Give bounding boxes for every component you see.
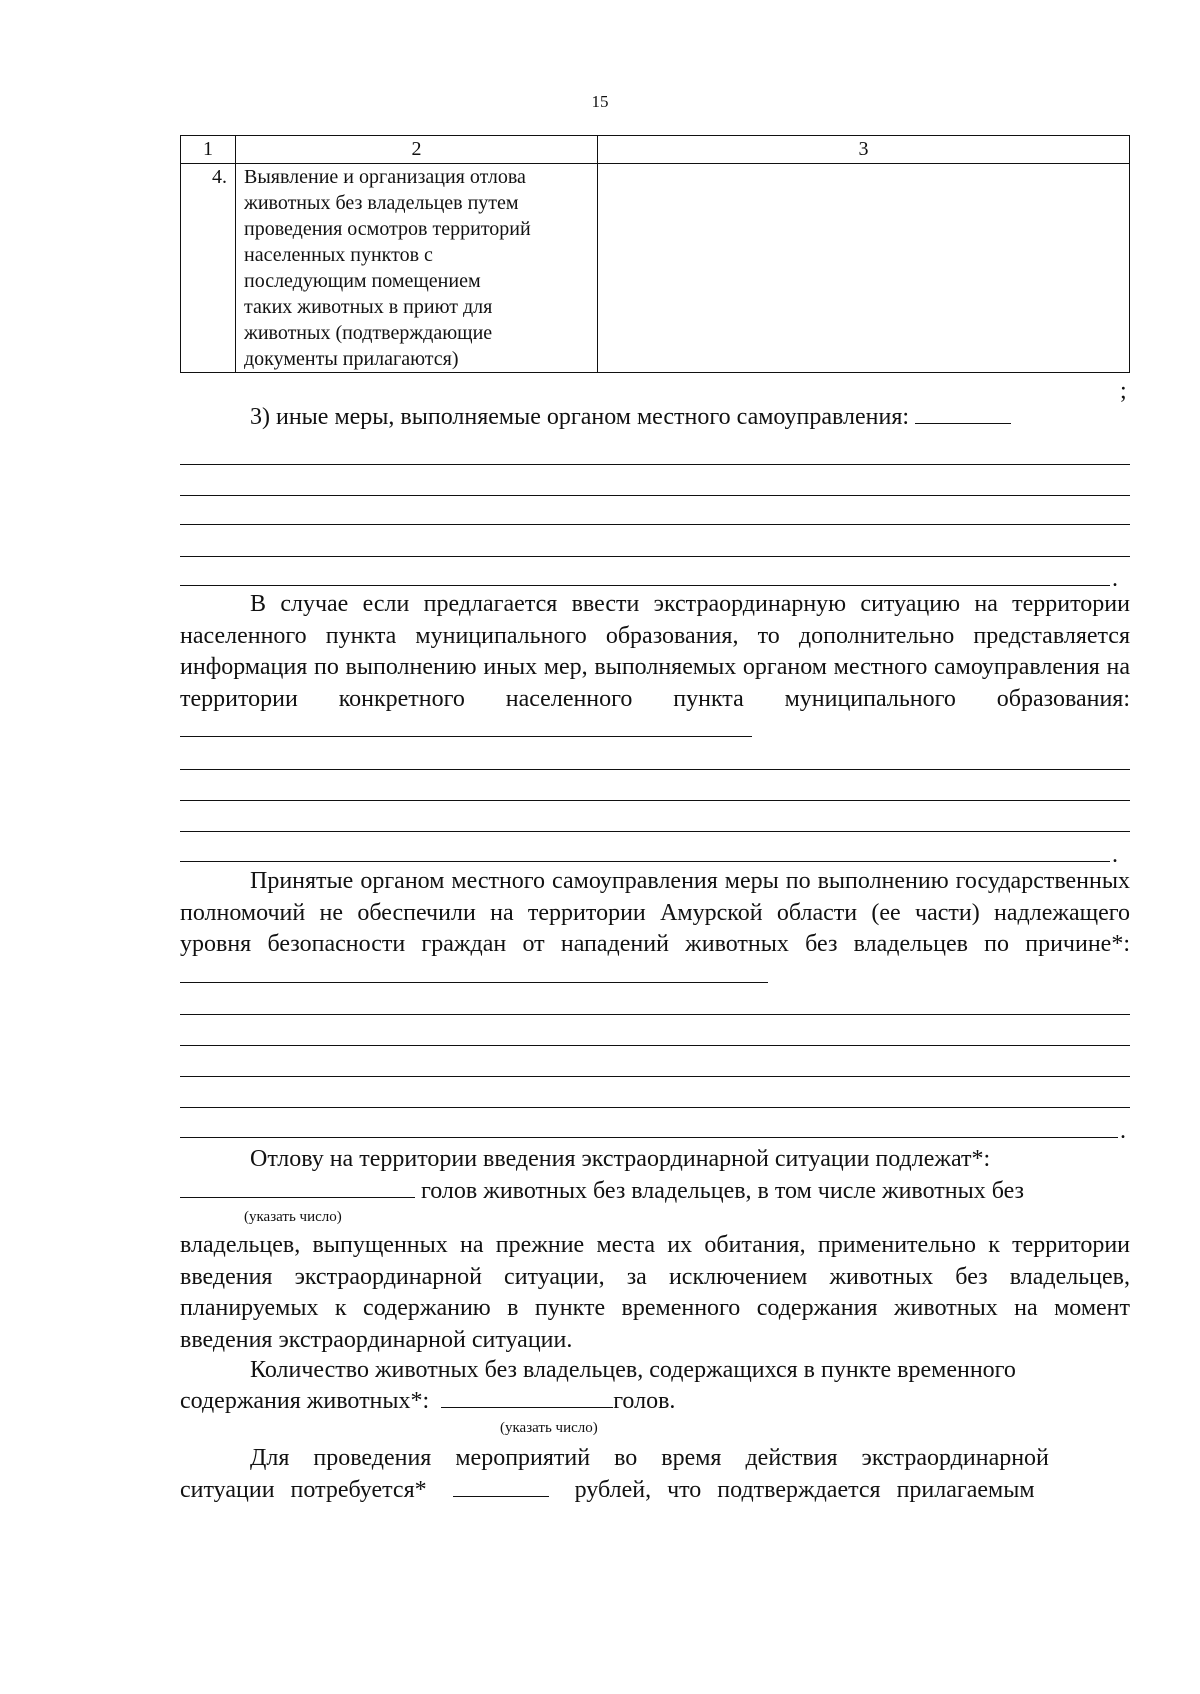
quantity-text-1: Количество животных без владельцев, содержащихся в пункте временного <box>250 1357 1016 1383</box>
measure-line: животных без владельцев путем <box>244 192 519 214</box>
measure-line: населенных пунктов с <box>244 244 433 266</box>
measure-line: документы прилагаются) <box>244 348 459 370</box>
section3-blank[interactable] <box>915 422 1011 424</box>
section3-text: 3) иные меры, выполняемые органом местного самоуправления: <box>250 404 910 430</box>
measure-line: таких животных в приют для <box>244 296 493 318</box>
funding-text-1: Для проведения мероприятий во время действия экстраординарной <box>250 1445 1049 1471</box>
section3-line-2[interactable] <box>180 495 1130 496</box>
quantity-prefix: содержания животных*: <box>180 1388 430 1414</box>
reasons-line-1[interactable] <box>180 1014 1130 1015</box>
reasons-line-2[interactable] <box>180 1045 1130 1046</box>
measure-description <box>236 164 598 373</box>
quantity-line-1 <box>180 1355 1130 1387</box>
extraordinary-blank[interactable] <box>180 735 752 737</box>
extraordinary-line-4[interactable] <box>180 861 1110 862</box>
catching-line-2 <box>180 1176 1130 1208</box>
funding-line-2 <box>180 1475 1130 1507</box>
funding-prefix: ситуации потребуется* <box>180 1477 427 1503</box>
extraordinary-paragraph <box>180 589 1130 747</box>
quantity-blank[interactable] <box>441 1406 613 1408</box>
page-number: 15 <box>591 92 609 111</box>
extraordinary-line-3[interactable] <box>180 831 1130 832</box>
section3-line-4[interactable] <box>180 556 1130 557</box>
extraordinary-end-dot: . <box>1112 842 1118 868</box>
funding-line-1 <box>180 1443 1130 1475</box>
reasons-blank[interactable] <box>180 981 768 983</box>
measure-line: последующим помещением <box>244 270 481 292</box>
quantity-line-2 <box>180 1386 1130 1418</box>
extraordinary-line-1[interactable] <box>180 769 1130 770</box>
measures-table <box>180 135 1130 373</box>
header-col-3: 3 <box>598 136 1130 164</box>
section3-line-1[interactable] <box>180 464 1130 465</box>
quantity-suffix: голов. <box>613 1388 676 1414</box>
measure-line: животных (подтверждающие <box>244 322 493 344</box>
extraordinary-text: В случае если предлагается ввести экстраординарную ситуацию на территории населенного пункта муниципального образования, то дополнительно представляется информация по выполнению иных мер, выполняемых органом местного самоуправления на территории конкретного населенного пункта муниципального образования: <box>180 591 1130 712</box>
funding-suffix: рублей, что подтверждается прилагаемым <box>574 1477 1035 1503</box>
reasons-line-5[interactable] <box>180 1137 1118 1138</box>
measure-value-cell[interactable] <box>598 164 1130 373</box>
section3-line-5[interactable] <box>180 585 1110 586</box>
header-col-1: 1 <box>181 136 236 164</box>
catching-text-2: голов животных без владельцев, в том числе животных без <box>421 1178 1025 1204</box>
reasons-paragraph <box>180 866 1130 992</box>
section3-paragraph <box>180 402 1130 434</box>
table-row <box>181 164 1130 373</box>
quantity-hint: (указать число) <box>500 1420 598 1436</box>
reasons-text: Принятые органом местного самоуправления меры по выполнению государственных полномочий не обеспечили на территории Амурской области (ее части) надлежащего уровня безопасности граждан от нападений животных без владельцев по причине*: <box>180 868 1130 957</box>
reasons-line-3[interactable] <box>180 1076 1130 1077</box>
table-end-mark: ; <box>1120 378 1127 404</box>
section3-end-dot: . <box>1112 566 1118 592</box>
extraordinary-line-2[interactable] <box>180 800 1130 801</box>
funding-amount-blank[interactable] <box>453 1495 549 1497</box>
table-header-row <box>181 136 1130 164</box>
catching-text-1: Отлову на территории введения экстраординарной ситуации подлежат*: <box>250 1146 991 1172</box>
catching-line-1 <box>180 1144 1130 1176</box>
catching-rest: владельцев, выпущенных на прежние места их обитания, применительно к территории введения экстраординарной ситуации, за исключением животных без владельцев, планируемых к содержанию в пункте временного содержания животных на момент введения экстраординарной ситуации. <box>180 1232 1130 1353</box>
section3-line-3[interactable] <box>180 524 1130 525</box>
header-col-2: 2 <box>236 136 598 164</box>
catching-count-blank[interactable] <box>180 1196 415 1198</box>
measure-line: Выявление и организация отлова <box>244 166 526 188</box>
reasons-end-dot: . <box>1120 1118 1126 1144</box>
measure-line: проведения осмотров территорий <box>244 218 531 240</box>
catching-hint: (указать число) <box>244 1209 342 1225</box>
reasons-line-4[interactable] <box>180 1107 1130 1108</box>
row-number: 4. <box>181 164 236 373</box>
